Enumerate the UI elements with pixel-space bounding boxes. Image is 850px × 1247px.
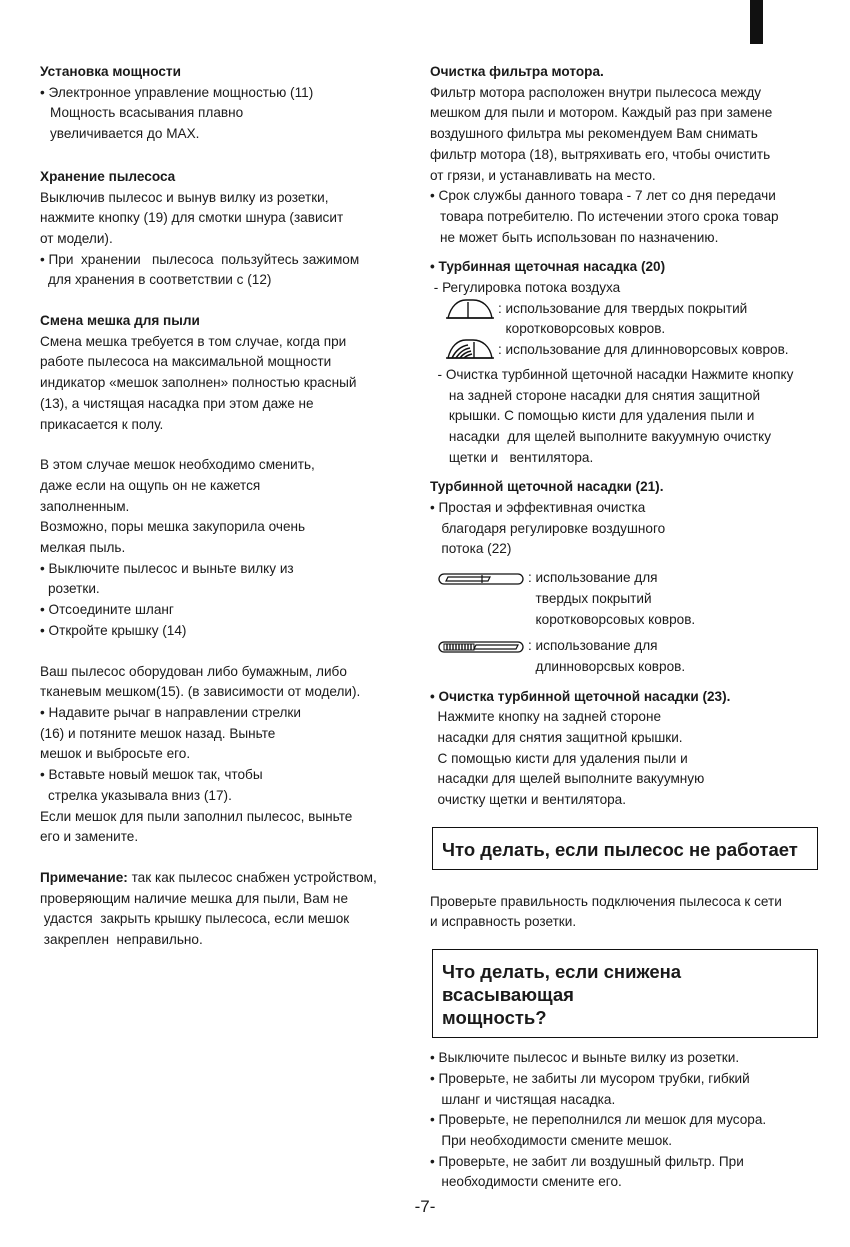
bag-line: стрелка указывала вниз (17). xyxy=(48,787,232,803)
turbo21-title: Турбинной щеточной насадки (21). xyxy=(430,479,664,495)
bag-line: тканевым мешком(15). (в зависимости от модели). xyxy=(40,684,361,700)
turbo23-line: очистку щетки и вентилятора. xyxy=(430,792,627,808)
bag-line: мешок и выбросьте его. xyxy=(40,746,191,762)
bag-line: Ваш пылесос оборудован либо бумажным, либо xyxy=(40,663,347,679)
motor-filter-line: воздушного фильтра мы рекомендуем Вам снимать xyxy=(430,126,758,142)
turbo21-line: благодаря регулировке воздушного xyxy=(430,520,666,536)
power-line: • Электронное управление мощностью (11) xyxy=(40,84,314,100)
box2-line: • Проверьте, не забит ли воздушный фильтр. При xyxy=(430,1153,744,1169)
motor-filter-line: от грязи, и устанавливать на место. xyxy=(430,167,656,183)
slider-carpet-icon xyxy=(438,640,524,654)
bag-line: В этом случае мешок необходимо сменить, xyxy=(40,457,315,473)
section-storage xyxy=(40,167,415,291)
note-line: удастся закрыть крышку пылесоса, если мешок xyxy=(40,911,350,927)
box2-line: шланг и чистящая насадка. xyxy=(430,1091,616,1107)
note-text: так как пылесос снабжен устройством, xyxy=(127,869,377,885)
left-column xyxy=(40,62,415,951)
turbo20-clean-line: щетки и вентилятора. xyxy=(430,449,594,465)
bag-line: Смена мешка требуется в том случае, когда при xyxy=(40,333,347,349)
bag-line: • Откройте крышку (14) xyxy=(40,622,187,638)
turbo21-line: потока (22) xyxy=(430,541,512,557)
bag-line: • Надавите рычаг в направлении стрелки xyxy=(40,704,301,720)
box1-title: Что делать, если пылесос не работает xyxy=(442,838,798,860)
turbo20-clean-line: на задней стороне насадки для снятия защитной xyxy=(430,387,761,403)
box2-line: • Выключите пылесос и выньте вилку из розетки. xyxy=(430,1050,740,1066)
power-line: Мощность всасывания плавно xyxy=(50,105,244,121)
turbo21-mode-hard-cont xyxy=(430,610,820,631)
motor-filter-line: Фильтр мотора расположен внутри пылесоса между xyxy=(430,84,762,100)
turbo23-line: С помощью кисти для удаления пыли и xyxy=(430,750,688,766)
bag-line: работе пылесоса на максимальной мощности xyxy=(40,354,332,370)
turbo20-clean-line: - Очистка турбинной щеточной насадки Нажмите кнопку xyxy=(430,366,794,382)
turbo21-mode-long-cont xyxy=(430,657,820,678)
box1-line: и исправность розетки. xyxy=(430,914,577,930)
turbo20-title: • Турбинная щеточная насадка (20) xyxy=(430,259,666,275)
box2-title-line: Что делать, если снижена всасывающая xyxy=(442,961,682,1006)
bag-line: (16) и потяните мешок назад. Выньте xyxy=(40,725,276,741)
section-power xyxy=(40,62,415,145)
note-line: закреплен неправильно. xyxy=(40,932,203,948)
storage-line: • При хранении пылесоса пользуйтесь зажимом xyxy=(40,251,360,267)
bag-line: индикатор «мешок заполнен» полностью красный xyxy=(40,375,357,391)
section-turbo-20 xyxy=(430,257,820,468)
bag-line: прикасается к полу. xyxy=(40,416,164,432)
box2-line: При необходимости смените мешок. xyxy=(430,1133,673,1148)
box2-line: • Проверьте, не переполнился ли мешок для мусора. xyxy=(430,1112,767,1128)
turbo20-hard-text: : использование для твердых покрытий xyxy=(498,300,748,316)
turbo21-hard-text: твердых покрытий xyxy=(528,590,652,606)
turbo21-long-text: : использование для xyxy=(528,638,658,654)
brush-hard-floor-icon xyxy=(446,297,494,321)
turbo21-mode-hard xyxy=(430,568,820,589)
note-line: проверяющим наличие мешка для пыли, Вам не xyxy=(40,890,349,906)
power-title: Установка мощности xyxy=(40,64,181,79)
turbo21-hard-text: коротковорсовых ковров. xyxy=(528,611,696,627)
bag-line: заполненным. xyxy=(40,498,130,514)
turbo21-hard-text: : использование для xyxy=(528,570,658,586)
turbo20-mode-hard xyxy=(430,299,820,320)
storage-line: Выключив пылесос и вынув вилку из розетки, xyxy=(40,189,329,205)
storage-line: для хранения в соответствии с (12) xyxy=(48,272,272,288)
turbo20-subtitle: - Регулировка потока воздуха xyxy=(430,280,621,296)
turbo23-line: насадки для щелей выполните вакуумную xyxy=(430,771,705,787)
box2-line: необходимости смените его. xyxy=(430,1174,622,1190)
motor-filter-line: • Срок службы данного товара - 7 лет со дня передачи xyxy=(430,188,776,204)
section-motor-filter xyxy=(430,62,820,248)
right-column xyxy=(430,62,820,1193)
box1-line: Проверьте правильность подключения пылесоса к сети xyxy=(430,893,782,909)
turbo21-mode-hard-cont xyxy=(430,589,820,610)
section-turbo-23 xyxy=(430,687,820,811)
turbo23-title: • Очистка турбинной щеточной насадки (23). xyxy=(430,688,731,704)
page-number: -7- xyxy=(414,1197,436,1216)
turbo20-clean-line: крышки. С помощью кисти для удаления пыли и xyxy=(430,408,755,424)
turbo23-line: Нажмите кнопку на задней стороне xyxy=(430,709,662,725)
bag-line: • Выключите пылесос и выньте вилку из xyxy=(40,560,294,576)
page-edge-tab xyxy=(750,0,763,44)
turbo23-line: насадки для снятия защитной крышки. xyxy=(430,729,683,745)
box2-line: • Проверьте, не забиты ли мусором трубки, гибкий xyxy=(430,1070,750,1086)
turbo20-clean-line: насадки для щелей выполните вакуумную очистку xyxy=(430,428,772,444)
storage-title: Хранение пылесоса xyxy=(40,168,176,184)
turbo20-hard-text: коротковорсовых ковров. xyxy=(498,321,666,337)
bag-line: • Отсоедините шланг xyxy=(40,602,174,618)
note-label: Примечание: xyxy=(40,869,128,885)
bag-line: его и замените. xyxy=(40,829,139,845)
turbo21-long-text: длинноворсвых ковров. xyxy=(528,658,686,674)
turbo21-line: • Простая и эффективная очистка xyxy=(430,500,646,516)
bag-line: даже если на ощупь он не кажется xyxy=(40,477,261,493)
brush-carpet-icon xyxy=(446,337,494,361)
section-bag xyxy=(40,311,415,848)
bag-line: розетки. xyxy=(48,581,100,597)
bag-line: Если мешок для пыли заполнил пылесос, выньте xyxy=(40,808,353,824)
bag-line: (13), а чистящая насадка при этом даже не xyxy=(40,395,314,411)
motor-filter-line: фильтр мотора (18), вытряхивать его, чтобы очистить xyxy=(430,146,771,162)
bag-line: мелкая пыль. xyxy=(40,540,126,556)
bag-line: • Вставьте новый мешок так, чтобы xyxy=(40,767,263,783)
turbo21-mode-long xyxy=(430,636,820,657)
power-line: увеличивается до MAX. xyxy=(50,126,200,142)
troubleshoot-box-low-suction xyxy=(432,949,818,1038)
turbo20-mode-long xyxy=(430,340,820,361)
storage-line: от модели). xyxy=(40,230,113,246)
section-note xyxy=(40,868,415,951)
motor-filter-line: товара потребителю. По истечении этого срока товар xyxy=(440,208,779,224)
motor-filter-title: Очистка фильтра мотора. xyxy=(430,64,604,79)
bag-line: Возможно, поры мешка закупорила очень xyxy=(40,519,306,535)
storage-line: нажмите кнопку (19) для смотки шнура (зависит xyxy=(40,210,344,226)
motor-filter-line: мешком для пыли и мотором. Каждый раз при замене xyxy=(430,105,773,121)
section-turbo-21 xyxy=(430,477,820,677)
bag-title: Смена мешка для пыли xyxy=(40,313,200,329)
box2-title-line: мощность? xyxy=(442,1007,547,1029)
motor-filter-line: не может быть использован по назначению. xyxy=(440,229,719,245)
slider-hard-icon xyxy=(438,572,524,586)
turbo20-long-text: : использование для длинноворсовых ковров. xyxy=(498,342,789,358)
troubleshoot-box-not-working xyxy=(432,827,818,870)
